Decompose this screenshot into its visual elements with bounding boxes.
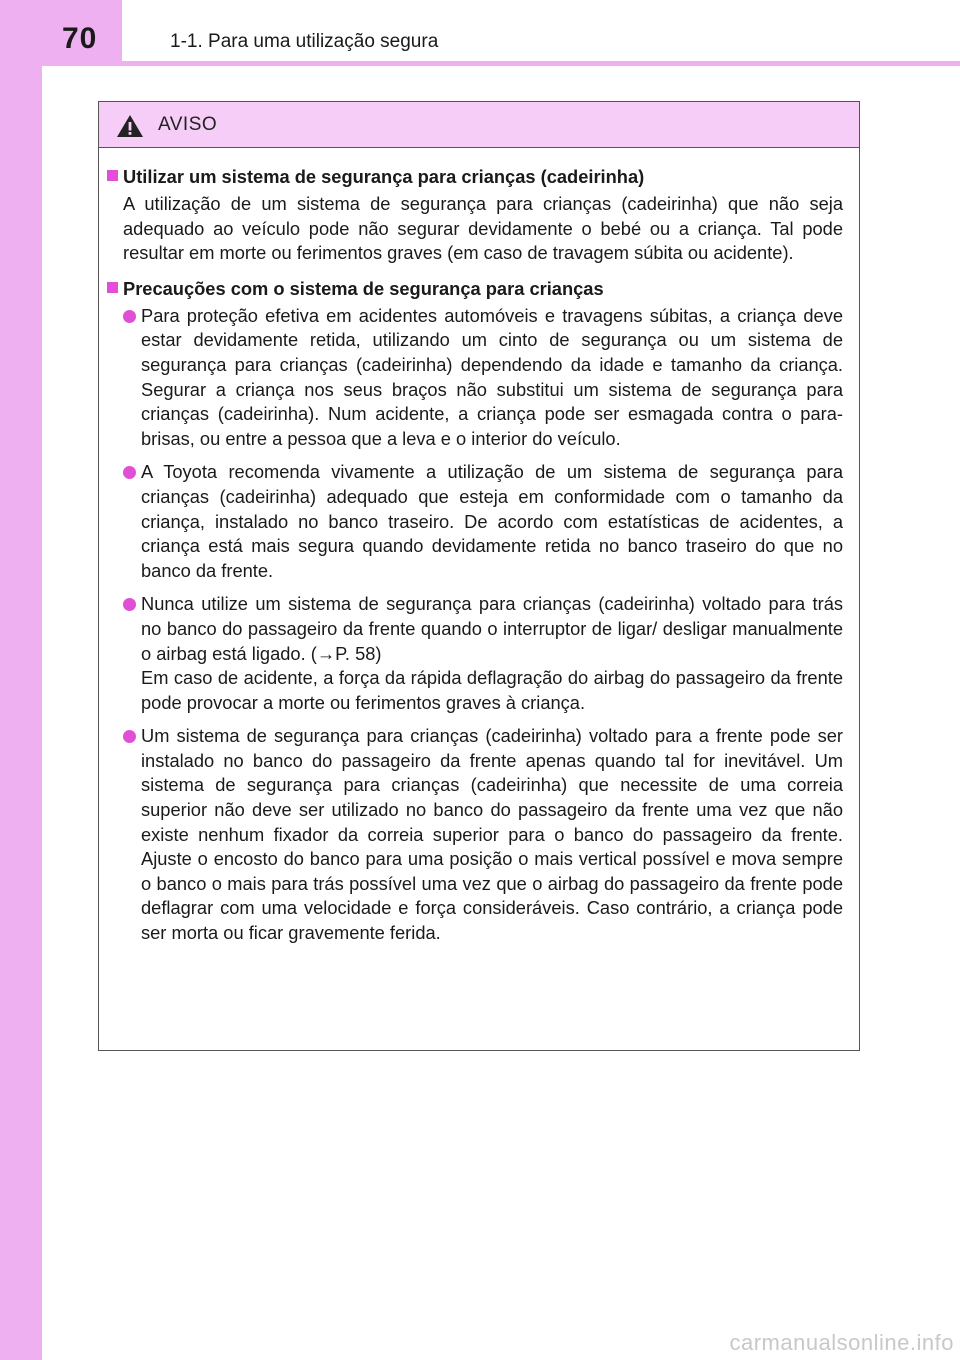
warning-box <box>98 101 860 1051</box>
round-bullet-icon <box>123 310 136 323</box>
list-item <box>107 724 851 945</box>
header-rule <box>122 61 960 65</box>
warning-triangle-icon <box>116 114 144 138</box>
list-item-text: Nunca utilize um sistema de segurança para crianças (cadeirinha) voltado para trás no banco do passageiro da frente quando o interruptor de ligar/ desligar manualmente o airbag está ligado. (→P. 58) <box>141 593 843 664</box>
warning-header <box>99 102 859 148</box>
square-bullet-icon <box>107 170 118 181</box>
section-heading <box>107 164 851 189</box>
warning-title: AVISO <box>158 114 218 135</box>
list-item <box>107 460 851 583</box>
watermark: carmanualsonline.info <box>729 1330 954 1355</box>
page-number: 70 <box>62 22 98 55</box>
section-paragraph: A utilização de um sistema de segurança para crianças (cadeirinha) que não seja adequado ao veículo pode não segurar devidamente o bebé ou a criança. Tal pode resultar em morte ou ferimentos graves (em caso de travagem súbita ou acidente). <box>123 193 843 264</box>
section-heading <box>107 276 851 301</box>
list-item-text: Em caso de acidente, a força da rápida deflagração do airbag do passageiro da frente pode provocar a morte ou ferimentos graves à criança. <box>141 667 843 713</box>
section-heading-text: Utilizar um sistema de segurança para crianças (cadeirinha) <box>123 166 645 187</box>
list-item-text: A Toyota recomenda vivamente a utilização de um sistema de segurança para crianças (cadeirinha) adequado que esteja em conformidade com o tamanho da criança, instalado no banco traseiro. De acordo com estatísticas de acidentes, a criança está mais segura quando devidamente retida no banco traseiro do que no banco da frente. <box>141 461 843 581</box>
list-item-text: Um sistema de segurança para crianças (cadeirinha) voltado para a frente pode ser instalado no banco do passageiro da frente apenas quando tal for inevitável. Um sistema de segurança para crianças (cadeirinha) que necessite de uma correia superior não deve ser utilizado no banco do passageiro da frente uma vez que não existe nenhum fixador da correia superior para o banco do passageiro da frente. Ajuste o encosto do banco para uma posição o mais vertical possível e mova sempre o banco o mais para trás possível uma vez que o airbag do passageiro da frente pode deflagrar com uma velocidade e força consideráveis. Caso contrário, a criança pode ser morta ou ficar gravemente ferida. <box>141 725 843 944</box>
section-title: 1-1. Para uma utilização segura <box>170 31 439 52</box>
bullet-list <box>107 304 851 946</box>
square-bullet-icon <box>107 282 118 293</box>
list-item-text: Para proteção efetiva em acidentes automóveis e travagens súbitas, a criança deve estar devidamente retida, utilizando um cinto de segurança ou um sistema de segurança para crianças (cadeirinha) dependendo da idade e tamanho da criança. Segurar a criança nos seus braços não substitui um sistema de segurança para crianças (cadeirinha). Num acidente, a criança pode ser esmagada contra o para-brisas, ou entre a pessoa que a leva e o interior do veículo. <box>141 304 843 449</box>
warning-body <box>99 148 859 946</box>
round-bullet-icon <box>123 730 136 743</box>
round-bullet-icon <box>123 466 136 479</box>
list-item <box>107 592 851 715</box>
section-heading-text: Precauções com o sistema de segurança para crianças <box>123 277 604 299</box>
list-item <box>107 304 851 452</box>
side-color-strip <box>0 0 42 1360</box>
round-bullet-icon <box>123 598 136 611</box>
page-header-band <box>0 0 960 66</box>
